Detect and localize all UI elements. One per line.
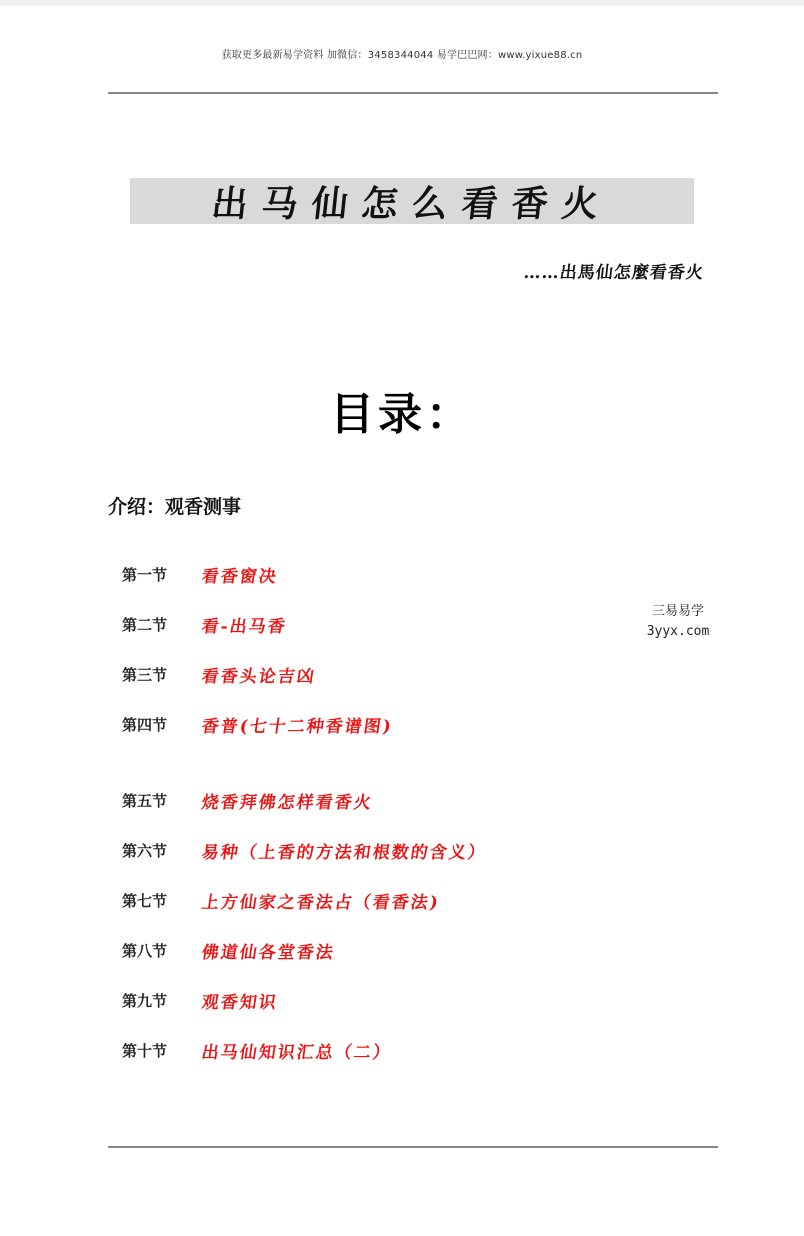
title-banner (130, 178, 694, 224)
watermark-line1: 三易易学 (651, 604, 704, 619)
toc-item[interactable] (122, 886, 440, 914)
document-page (0, 6, 804, 1236)
toc-item-number: 第十节 (122, 1041, 168, 1060)
toc-item-title[interactable]: 出马仙知识汇总（二） (200, 1042, 394, 1063)
toc-item-number: 第五节 (122, 791, 168, 810)
toc-item-number: 第八节 (122, 941, 168, 960)
toc-item[interactable] (122, 936, 335, 964)
page-header: 获取更多最新易学资料 加微信：3458344044 易学巴巴网：www.yixue88.cn (221, 50, 583, 61)
banner-title: 出马仙怎么看香火 (209, 182, 614, 225)
toc-item-title[interactable]: 看香头论吉凶 (200, 666, 318, 687)
header-divider (108, 92, 718, 94)
toc-item[interactable] (122, 710, 393, 738)
toc-item-title[interactable]: 香普(七十二种香谱图) (200, 716, 395, 737)
watermark-line2: 3yyx.com (646, 624, 710, 639)
toc-item[interactable] (122, 986, 278, 1014)
toc-item[interactable] (122, 836, 487, 864)
toc-item-number: 第六节 (122, 841, 168, 860)
toc-item[interactable] (122, 560, 278, 588)
footer-divider (108, 1146, 718, 1148)
watermark (640, 602, 716, 642)
toc-item-number: 第一节 (122, 565, 168, 584)
toc-item-number: 第三节 (122, 665, 168, 684)
toc-item-title[interactable]: 观香知识 (200, 992, 280, 1013)
subtitle: ……出馬仙怎麼看香火 (522, 263, 705, 283)
toc-item-number: 第二节 (122, 615, 168, 634)
toc-item-title[interactable]: 看香窗决 (200, 566, 280, 587)
toc-item-title[interactable]: 易种（上香的方法和根数的含义） (200, 842, 489, 863)
intro-heading: 介绍：观香测事 (108, 496, 242, 518)
toc-item-title[interactable]: 佛道仙各堂香法 (200, 942, 337, 963)
toc-heading: 目录： (330, 389, 474, 440)
toc-item[interactable] (122, 1036, 392, 1064)
toc-item-title[interactable]: 烧香拜佛怎样看香火 (200, 792, 375, 813)
toc-item-number: 第七节 (122, 891, 168, 910)
toc-item-title[interactable]: 看-出马香 (200, 616, 289, 637)
toc-item-title[interactable]: 上方仙家之香法占（看香法) (200, 892, 442, 913)
toc-item[interactable] (122, 610, 287, 638)
toc-item[interactable] (122, 786, 373, 814)
toc-item[interactable] (122, 660, 316, 688)
toc-item-number: 第四节 (122, 715, 168, 734)
toc-item-number: 第九节 (122, 991, 168, 1010)
